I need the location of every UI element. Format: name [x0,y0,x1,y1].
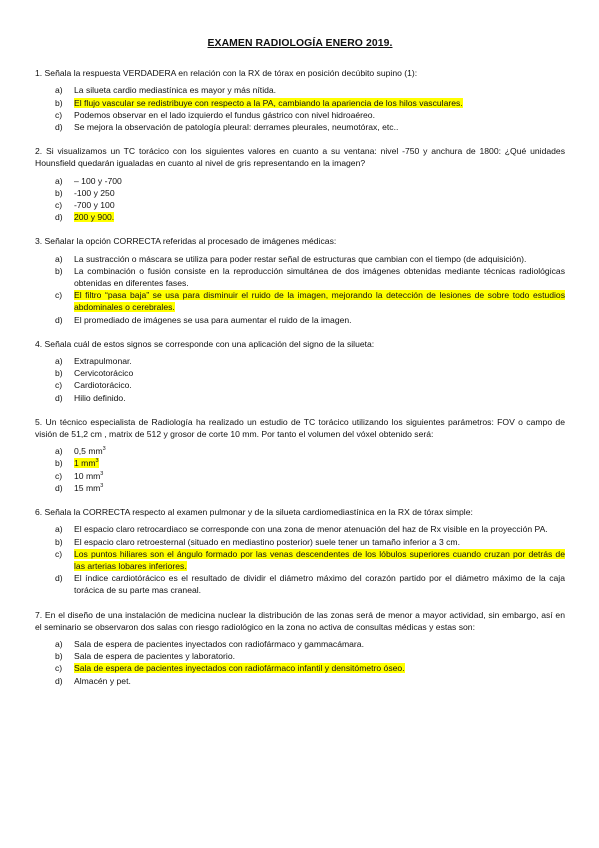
option-text [74,84,565,96]
option-b [55,97,565,109]
options-list [55,175,565,224]
option-text [74,638,565,650]
option-letter: b) [55,97,63,108]
option-text-value: -100 y 250 [74,187,115,198]
option-a [55,638,565,650]
option-text-content [74,368,133,378]
option-letter: d) [55,392,63,403]
option-text-value: El espacio claro retroesternal (situado en mediastino posterior) suele tener un tamaño inferior a 3 cm. [74,536,460,547]
option-text-highlighted [74,97,565,109]
option-text-value: La silueta cardio mediastínica es mayor y más nítida. [74,85,277,96]
option-letter: a) [55,446,63,457]
exam-title: EXAMEN RADIOLOGÍA ENERO 2019. [207,38,393,49]
option-c [55,379,565,391]
option-letter: c) [55,663,63,674]
option-letter: c) [55,548,63,559]
option-text-value: 200 y 900. [74,212,115,223]
option-b [55,187,565,199]
option-text [74,314,565,326]
option-text-content [74,483,103,493]
option-superscript: 3 [100,470,104,477]
question-5 [35,416,565,494]
option-b [55,367,565,379]
option-letter: d) [55,122,63,133]
option-text [74,367,565,379]
question-text: 5. Un técnico especialista de Radiología ha realizado un estudio de TC torácico utilizando los siguientes parámetros: FOV o campo de visión de 51,2 cm , matrix de 512 y grosor de corte 10 mm. Por tanto el volumen del vóxel obtenido será: [35,416,565,440]
option-a [55,175,565,187]
option-letter: a) [55,356,63,367]
option-d [55,482,565,494]
option-text-value: El filtro “pasa baja” se usa para disminuir el ruido de la imagen, mejorando la detección de lesiones de sobre todo estudios abdominales o cerebrales. [74,290,565,313]
option-d [55,211,565,223]
option-text-value: Podemos observar en el lado izquierdo el fundus gástrico con nivel hidroaéreo. [74,109,375,120]
option-text-value: El espacio claro retrocardiaco se corresponde con una zona de menor atenuación del haz de Rx visible en la proyección PA. [74,524,548,535]
option-text [74,536,565,548]
option-text-content [74,290,565,312]
option-text [74,187,565,199]
option-text-highlighted [74,211,565,223]
question-list [35,67,565,687]
option-letter: a) [55,85,63,96]
option-d [55,121,565,133]
option-text [74,572,565,596]
options-list [55,445,565,494]
option-letter: c) [55,109,63,120]
option-text [74,253,565,265]
option-letter: b) [55,265,63,276]
options-list [55,253,565,326]
option-text-content [74,356,132,366]
option-letter: d) [55,212,63,223]
option-text-content [74,471,103,481]
options-list [55,84,565,133]
exam-page [35,38,565,699]
option-text-content [74,315,352,325]
question-4 [35,338,565,404]
option-text-highlighted [74,457,565,469]
option-text-content [74,458,99,468]
option-text-value: Cardiotorácico. [74,380,132,391]
option-text-content [74,676,131,686]
option-text [74,379,565,391]
question-text: 4. Señala cuál de estos signos se corresponde con una aplicación del signo de la silueta: [35,338,375,349]
option-text-content [74,651,235,661]
option-text-content [74,122,398,132]
question-text: 3. Señalar la opción CORRECTA referidas al procesado de imágenes médicas: [35,236,337,247]
option-letter: b) [55,651,63,662]
option-text-highlighted [74,548,565,572]
option-c [55,470,565,482]
option-text [74,199,565,211]
option-text-value: 15 mm [74,482,101,493]
option-text-content [74,85,276,95]
option-letter: d) [55,573,63,584]
option-text-value: Extrapulmonar. [74,356,132,367]
option-c [55,199,565,211]
option-b [55,536,565,548]
option-text-content [74,393,126,403]
option-c [55,548,565,572]
question-text: 7. En el diseño de una instalación de medicina nuclear la distribución de las zonas será de menor a mayor actividad, sin embargo, así en el seminario se observaron dos salas con riesgo radiológico en la zona no activa de consultas médicas y estas son: [35,609,565,632]
option-letter: b) [55,458,63,469]
option-text-content [74,254,526,264]
option-text-value: 0,5 mm [74,446,103,457]
option-letter: d) [55,675,63,686]
option-c [55,109,565,121]
option-letter: d) [55,482,63,493]
option-a [55,523,565,535]
option-text [74,109,565,121]
option-text-content [74,212,114,222]
option-letter: c) [55,380,63,391]
option-text-content [74,663,405,673]
option-text-content [74,524,548,534]
option-text [74,355,565,367]
option-letter: d) [55,314,63,325]
option-text-value: -700 y 100 [74,200,115,211]
option-a [55,84,565,96]
option-text-value: 1 mm [74,458,96,469]
option-text-value: El promediado de imágenes se usa para aumentar el ruido de la imagen. [74,314,352,325]
option-text-content [74,176,122,186]
option-text-value: La combinación o fusión consiste en la reproducción simultánea de dos imágenes obtenidas mediante técnicas radiológicas obtenidas en diferentes fases. [74,265,565,289]
option-text-content [74,573,565,595]
option-text [74,675,565,687]
option-letter: b) [55,187,63,198]
option-text-value: 10 mm [74,470,101,481]
option-letter: c) [55,290,63,301]
option-text-value: Cervicotorácico [74,368,134,379]
option-letter: a) [55,638,63,649]
options-list [55,638,565,687]
option-text-content [74,549,565,571]
option-b [55,457,565,469]
option-text-value: La sustracción o máscara se utiliza para poder restar señal de estructuras que cambian con el tiempo (de adquisición). [74,253,527,264]
option-text-content [74,380,132,390]
option-text-content [74,98,463,108]
option-letter: a) [55,524,63,535]
option-letter: a) [55,253,63,264]
option-a [55,253,565,265]
question-text: 2. Si visualizamos un TC torácico con los siguientes valores en cuanto a su ventana: nivel -750 y anchura de 1800: ¿Qué unidades Hounsfield quedarán igualadas en cuanto al nivel de gris representando en la imagen? [35,146,565,169]
option-b [55,650,565,662]
option-a [55,355,565,367]
option-a [55,445,565,457]
option-text [74,265,565,289]
option-text-content [74,266,565,288]
question-3 [35,235,565,325]
option-letter: b) [55,368,63,379]
option-text-content [74,446,106,456]
option-text-content [74,188,115,198]
option-text-value: Sala de espera de pacientes y laboratorio. [74,651,235,662]
question-1 [35,67,565,133]
option-text [74,650,565,662]
option-text-value: Se mejora la observación de patología pleural: derrames pleurales, neumotórax, etc.. [74,122,399,133]
option-text-content [74,110,375,120]
option-text-value: Los puntos hiliares son el ángulo formado por las venas descendentes de los lóbulos superiores cuando cruzan por detrás de las arterias lobares inferiores. [74,548,565,571]
option-d [55,675,565,687]
option-text [74,392,565,404]
option-text-value: Hilio definido. [74,392,126,403]
question-2 [35,145,565,223]
options-list [55,523,565,596]
question-7 [35,609,565,687]
option-text [74,121,565,133]
option-text-value: – 100 y -700 [74,175,122,186]
option-text-content [74,537,460,547]
option-letter: b) [55,536,63,547]
question-text: 6. Señala la CORRECTA respecto al examen pulmonar y de la silueta cardiomediastínica en la RX de tórax simple: [35,507,473,518]
option-letter: a) [55,175,63,186]
option-text [74,470,565,482]
option-text [74,175,565,187]
option-text [74,445,565,457]
option-text-value: El índice cardiotórácico es el resultado de dividir el diámetro máximo del corazón partido por el diámetro máximo de la caja torácica de su parte mas craneal. [74,573,565,596]
option-text-content [74,200,115,210]
option-text-highlighted [74,289,565,313]
option-text-content [74,639,364,649]
option-text [74,523,565,535]
option-text-value: El flujo vascular se redistribuye con respecto a la PA, cambiando la apariencia de los hilos vasculares. [74,97,463,108]
option-text-value: Almacén y pet. [74,675,131,686]
option-superscript: 3 [100,483,104,490]
question-text: 1. Señala la respuesta VERDADERA en relación con la RX de tórax en posición decúbito supino (1): [35,68,418,79]
option-b [55,265,565,289]
option-text [74,482,565,494]
option-text-highlighted [74,662,565,674]
option-text-value: Sala de espera de pacientes inyectados con radiofármaco infantil y densitómetro óseo. [74,663,405,674]
option-superscript: 3 [102,446,106,453]
option-c [55,662,565,674]
option-d [55,314,565,326]
option-d [55,392,565,404]
options-list [55,355,565,404]
option-text-value: Sala de espera de pacientes inyectados con radiofármaco y gammacámara. [74,638,364,649]
option-d [55,572,565,596]
option-letter: c) [55,470,63,481]
option-superscript: 3 [95,458,99,465]
option-c [55,289,565,313]
question-6 [35,506,565,596]
option-letter: c) [55,200,63,211]
